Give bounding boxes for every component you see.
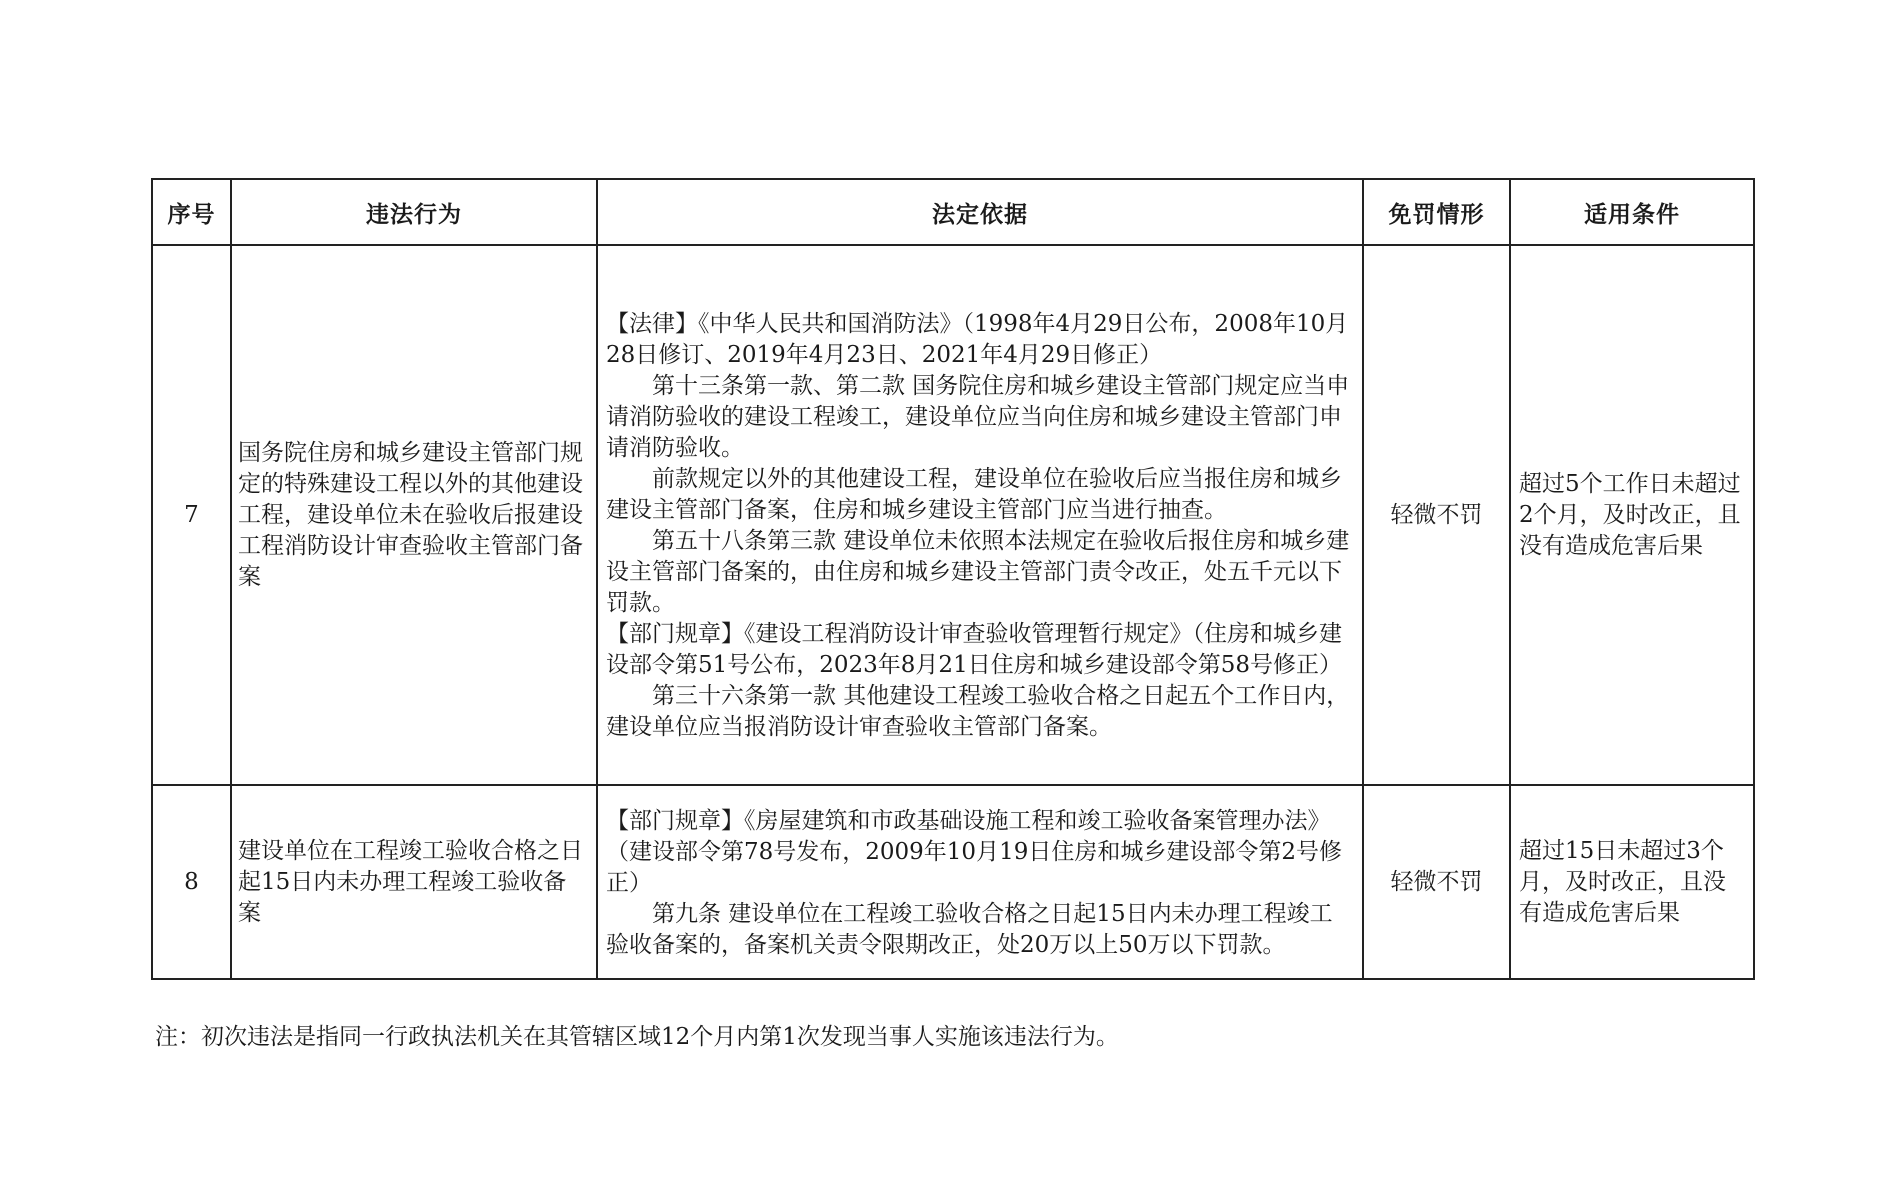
row-number: 7 [152, 245, 231, 785]
legal-basis-cell [597, 785, 1363, 979]
exemption-type: 轻微不罚 [1363, 245, 1510, 785]
basis-paragraph: 第三十六条第一款 其他建设工程竣工验收合格之日起五个工作日内，建设单位应当报消防设计审查验收主管部门备案。 [606, 683, 1350, 740]
basis-paragraph: 【部门规章】《房屋建筑和市政基础设施工程和竣工验收备案管理办法》（建设部令第78号发布，2009年10月19日住房和城乡建设部令第2号修正） [606, 807, 1342, 896]
header-exemption: 免罚情形 [1363, 179, 1510, 245]
row-number: 8 [152, 785, 231, 979]
applicable-conditions: 超过15日未超过3个月，及时改正，且没有造成危害后果 [1510, 785, 1754, 979]
basis-paragraph: 【部门规章】《建设工程消防设计审查验收管理暂行规定》（住房和城乡建设部令第51号公布，2023年8月21日住房和城乡建设部令第58号修正） [606, 621, 1342, 678]
table-row [152, 785, 1754, 979]
violation-text: 建设单位在工程竣工验收合格之日起15日内未办理工程竣工验收备案 [231, 785, 597, 979]
basis-paragraph: 第五十八条第三款 建设单位未依照本法规定在验收后报住房和城乡建设主管部门备案的，由住房和城乡建设主管部门责令改正，处五千元以下罚款。 [606, 528, 1350, 616]
legal-basis-text [606, 804, 1352, 961]
penalty-exemption-table [151, 178, 1755, 980]
header-legal-basis: 法定依据 [597, 179, 1363, 245]
table-header-row [152, 179, 1754, 245]
header-violation: 违法行为 [231, 179, 597, 245]
header-conditions: 适用条件 [1510, 179, 1754, 245]
basis-paragraph: 前款规定以外的其他建设工程，建设单位在验收后应当报住房和城乡建设主管部门备案，住房和城乡建设主管部门应当进行抽查。 [606, 466, 1342, 523]
header-number: 序号 [152, 179, 231, 245]
document-sheet [151, 178, 1753, 980]
table-row [152, 245, 1754, 785]
exemption-type: 轻微不罚 [1363, 785, 1510, 979]
footnote: 注：初次违法是指同一行政执法机关在其管辖区域12个月内第1次发现当事人实施该违法行为。 [155, 1024, 1119, 1050]
basis-paragraph: 【法律】《中华人民共和国消防法》（1998年4月29日公布，2008年10月28日修订、2019年4月23日、2021年4月29日修正） [606, 311, 1349, 368]
basis-paragraph: 第十三条第一款、第二款 国务院住房和城乡建设主管部门规定应当申请消防验收的建设工程竣工，建设单位应当向住房和城乡建设主管部门申请消防验收。 [606, 373, 1350, 461]
legal-basis-text [606, 287, 1352, 743]
violation-text: 国务院住房和城乡建设主管部门规定的特殊建设工程以外的其他建设工程，建设单位未在验收后报建设工程消防设计审查验收主管部门备案 [231, 245, 597, 785]
legal-basis-cell [597, 245, 1363, 785]
applicable-conditions: 超过5个工作日未超过2个月，及时改正，且没有造成危害后果 [1510, 245, 1754, 785]
basis-paragraph: 第九条 建设单位在工程竣工验收合格之日起15日内未办理工程竣工验收备案的，备案机关责令限期改正，处20万以上50万以下罚款。 [606, 900, 1333, 958]
